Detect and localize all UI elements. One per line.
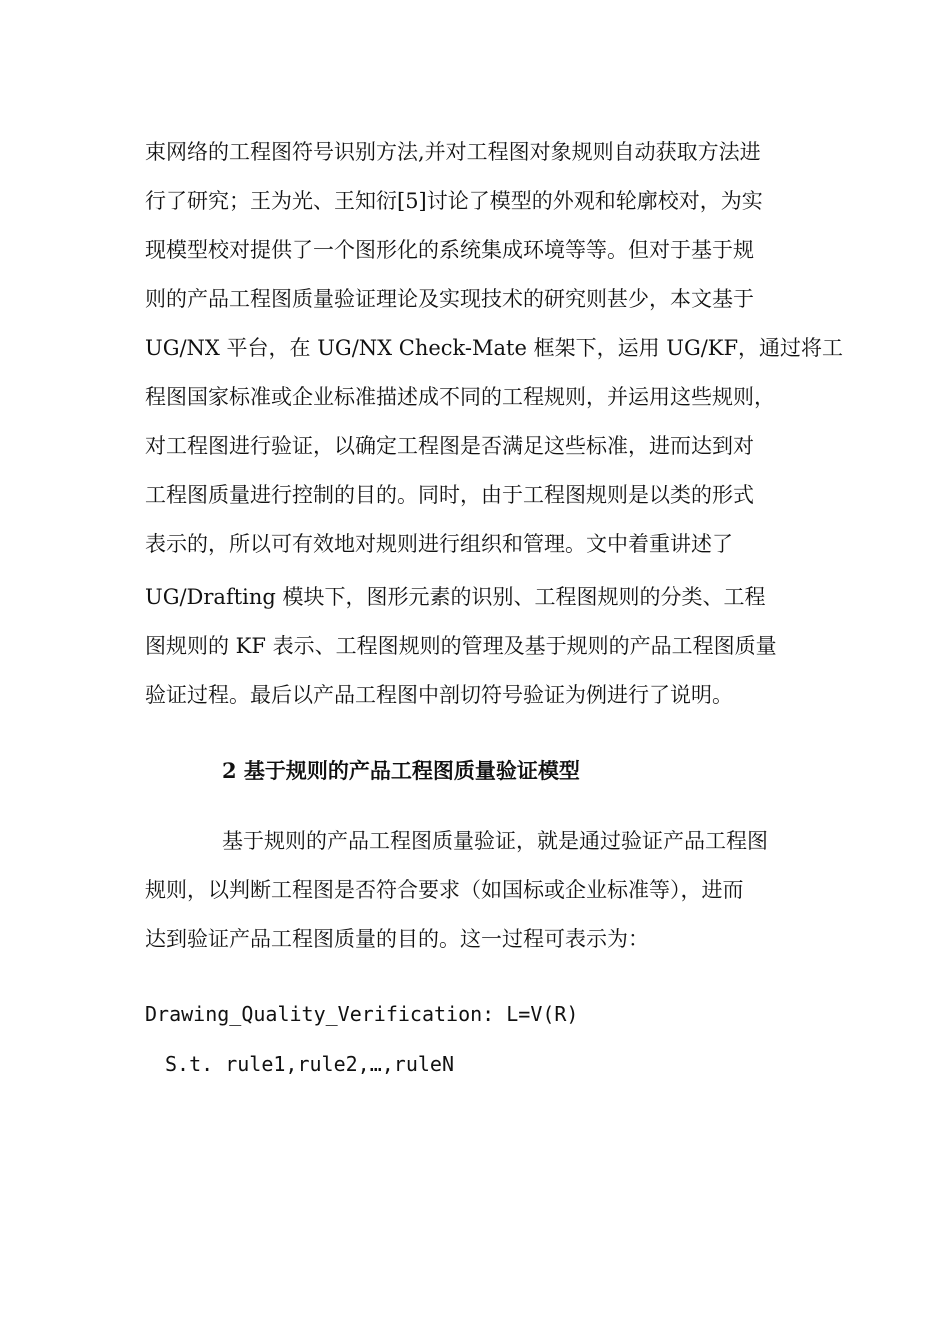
formula-line-2: S.t. rule1,rule2,…,ruleN [165, 1052, 454, 1076]
paragraph-1-line-8: 工程图质量进行控制的目的。同时，由于工程图规则是以类的形式 [145, 483, 754, 507]
paragraph-1-line-9: 表示的，所以可有效地对规则进行组织和管理。文中着重讲述了 [145, 532, 733, 556]
paragraph-1-line-11: 图规则的 KF 表示、工程图规则的管理及基于规则的产品工程图质量 [145, 634, 777, 658]
paragraph-1-line-4: 则的产品工程图质量验证理论及实现技术的研究则甚少，本文基于 [145, 287, 754, 311]
paragraph-1-line-3: 现模型校对提供了一个图形化的系统集成环境等等。但对于基于规 [145, 238, 754, 262]
paragraph-1-line-7: 对工程图进行验证，以确定工程图是否满足这些标准，进而达到对 [145, 434, 754, 458]
paragraph-2-line-3: 达到验证产品工程图质量的目的。这一过程可表示为： [145, 927, 649, 951]
paragraph-1-line-6: 程图国家标准或企业标准描述成不同的工程规则，并运用这些规则， [145, 385, 775, 409]
paragraph-1-line-10: UG/Drafting 模块下，图形元素的识别、工程图规则的分类、工程 [145, 585, 766, 609]
paragraph-1-line-1: 束网络的工程图符号识别方法,并对工程图对象规则自动获取方法进 [145, 140, 761, 164]
paragraph-1-line-2: 行了研究；王为光、王知衍[5]讨论了模型的外观和轮廓校对，为实 [145, 189, 763, 213]
paragraph-1-line-12: 验证过程。最后以产品工程图中剖切符号验证为例进行了说明。 [145, 683, 733, 707]
formula-line-1: Drawing_Quality_Verification: L=V(R) [145, 1002, 579, 1026]
paragraph-2-line-2: 规则，以判断工程图是否符合要求（如国标或企业标准等），进而 [145, 878, 744, 902]
paragraph-1-line-5: UG/NX 平台，在 UG/NX Check-Mate 框架下，运用 UG/KF，通过将工 [145, 336, 844, 360]
paragraph-2-line-1: 基于规则的产品工程图质量验证，就是通过验证产品工程图 [222, 829, 768, 853]
section-heading: 2 基于规则的产品工程图质量验证模型 [222, 758, 580, 783]
